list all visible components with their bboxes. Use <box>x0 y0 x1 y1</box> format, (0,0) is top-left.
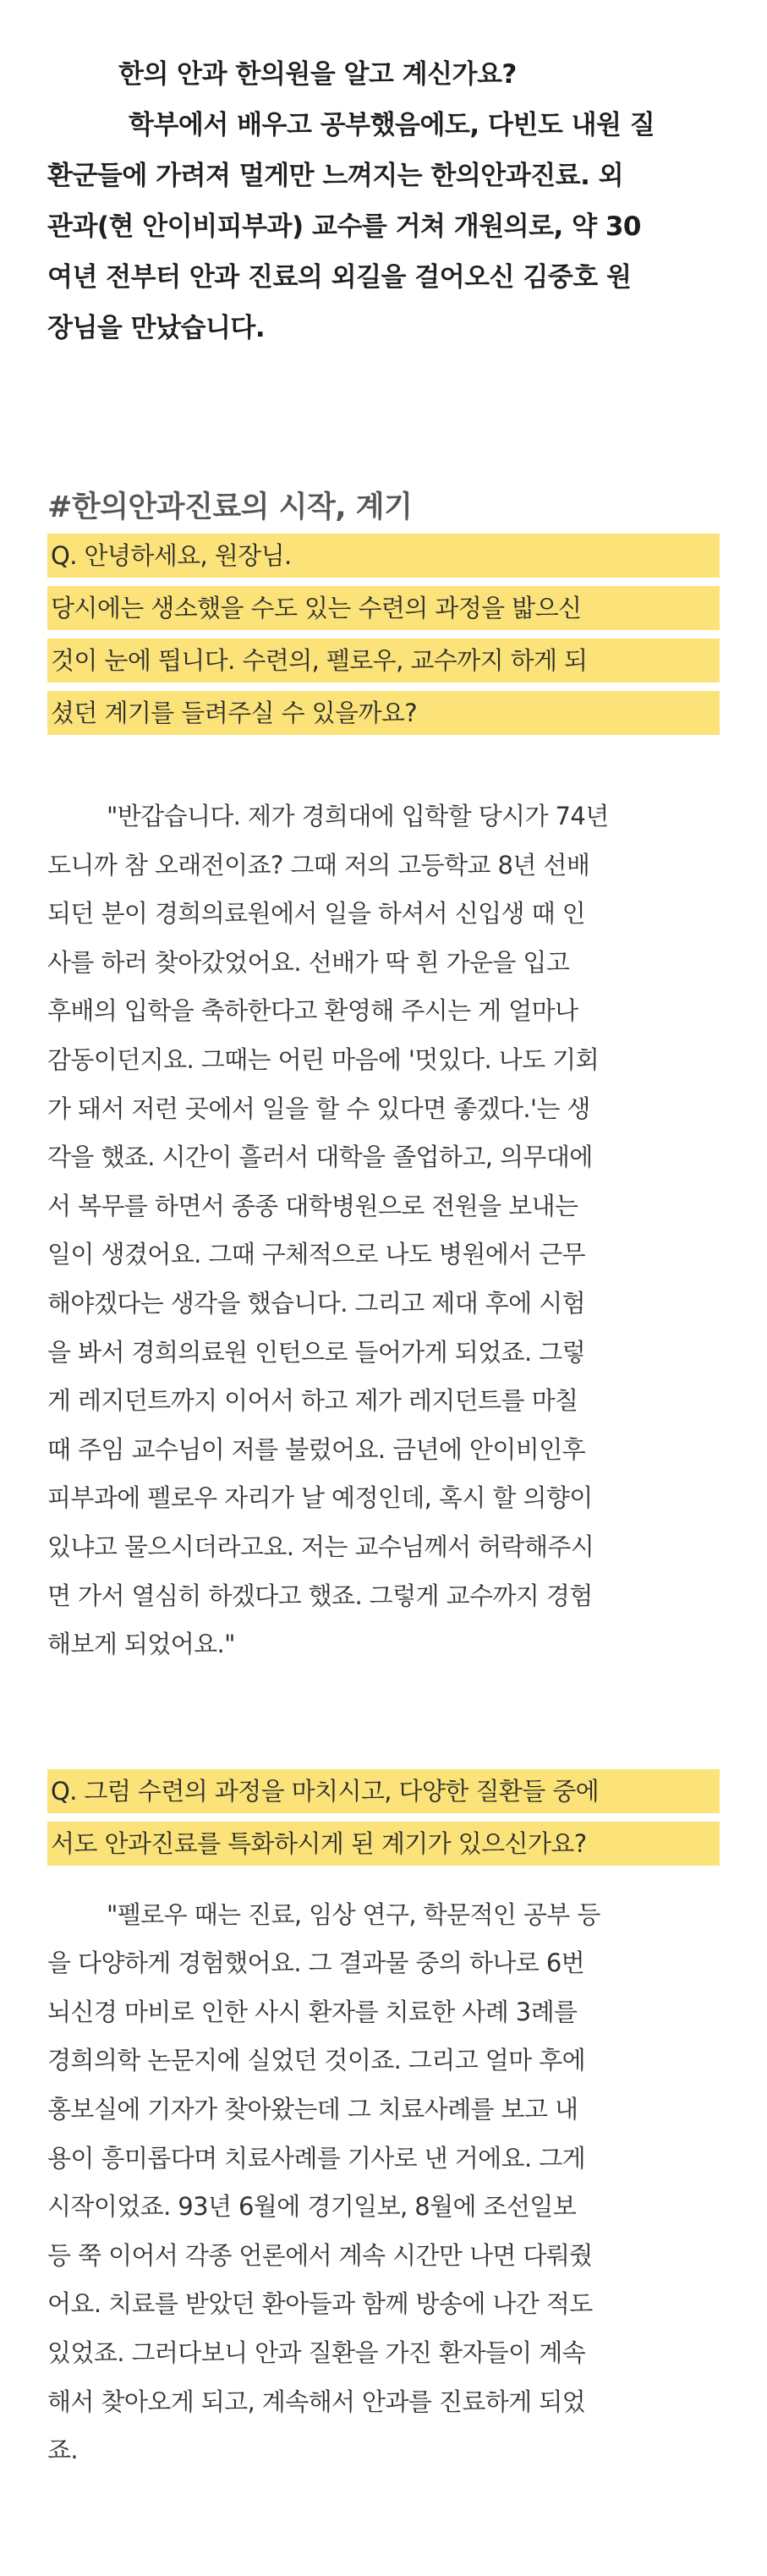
question-line: Q. 그럼 수련의 과정을 마치시고, 다양한 질환들 중에 <box>47 1769 720 1813</box>
intro-line: 장님을 만났습니다. <box>47 313 266 343</box>
answer-line: 을 봐서 경희의료원 인턴으로 들어가게 되었죠. 그렇 <box>47 1337 586 1367</box>
question-line: 서도 안과진료를 특화하시게 된 계기가 있으신가요? <box>47 1822 720 1866</box>
question-line: Q. 안녕하세요, 원장님. <box>47 534 720 578</box>
intro-line: 관과(현 안이비피부과) 교수를 거쳐 개원의로, 약 30 <box>47 211 641 242</box>
answer-line: "반갑습니다. 제가 경희대에 입학할 당시가 74년 <box>107 802 609 830</box>
answer-2 <box>47 1891 720 2475</box>
question-line: 것이 눈에 띕니다. 수련의, 펠로우, 교수까지 하게 되 <box>47 639 720 682</box>
question-line: 셨던 계기를 들려주실 수 있을까요? <box>47 691 720 735</box>
answer-line: 피부과에 펠로우 자리가 날 예정인데, 혹시 할 의향이 <box>47 1483 593 1513</box>
answer-line: 각을 했죠. 시간이 흘러서 대학을 졸업하고, 의무대에 <box>47 1143 593 1172</box>
answer-line: 홍보실에 기자가 찾아왔는데 그 치료사례를 보고 내 <box>47 2095 578 2124</box>
answer-line: 도니까 참 오래전이죠? 그때 저의 고등학교 8년 선배 <box>47 850 590 880</box>
intro-paragraph <box>47 49 720 354</box>
answer-line: 시작이었죠. 93년 6월에 경기일보, 8월에 조선일보 <box>47 2192 577 2222</box>
question-2 <box>47 1769 720 1866</box>
answer-line: 때 주임 교수님이 저를 불렀어요. 금년에 안이비인후 <box>47 1434 586 1464</box>
intro-line: 여년 전부터 안과 진료의 외길을 걸어오신 김중호 원 <box>47 262 632 293</box>
answer-line: 죠. <box>47 2436 79 2465</box>
answer-line: 게 레지던트까지 이어서 하고 제가 레지던트를 마칠 <box>47 1386 578 1416</box>
answer-line: 있냐고 물으시더라고요. 저는 교수님께서 허락해주시 <box>47 1532 594 1561</box>
answer-line: 감동이던지요. 그때는 어린 마음에 '멋있다. 나도 기회 <box>47 1044 600 1074</box>
answer-line: 있었죠. 그러다보니 안과 질환을 가진 환자들이 계속 <box>47 2338 586 2368</box>
answer-line: 가 돼서 저런 곳에서 일을 할 수 있다면 좋겠다.'는 생 <box>47 1093 590 1123</box>
answer-line: 서 복무를 하면서 종종 대학병원으로 전원을 보내는 <box>47 1191 578 1220</box>
answer-1 <box>47 792 720 1669</box>
answer-line: 일이 생겼어요. 그때 구체적으로 나도 병원에서 근무 <box>47 1240 586 1269</box>
answer-line: 뇌신경 마비로 인한 사시 환자를 치료한 사례 3례를 <box>47 1997 578 2026</box>
question-line: 당시에는 생소했을 수도 있는 수련의 과정을 밟으신 <box>47 586 720 630</box>
answer-line: 등 쭉 이어서 각종 언론에서 계속 시간만 나면 다뤄줬 <box>47 2240 593 2270</box>
answer-line: 해서 찾아오게 되고, 계속해서 안과를 진료하게 되었 <box>47 2387 586 2416</box>
answer-line: 해보게 되었어요." <box>47 1630 235 1659</box>
answer-line: 을 다양하게 경험했어요. 그 결과물 중의 하나로 6번 <box>47 1948 585 1978</box>
answer-line: 경희의학 논문지에 실었던 것이죠. 그리고 얼마 후에 <box>47 2046 586 2075</box>
answer-line: 후배의 입학을 축하한다고 환영해 주시는 게 얼마나 <box>47 996 578 1026</box>
question-1 <box>47 534 720 735</box>
answer-line: 용이 흥미롭다며 치료사례를 기사로 낸 거에요. 그게 <box>47 2143 586 2173</box>
answer-line: 해야겠다는 생각을 했습니다. 그리고 제대 후에 시험 <box>47 1288 586 1318</box>
intro-line: 환군들에 가려져 멀게만 느껴지는 한의안과진료. 외 <box>47 161 624 191</box>
intro-line: 학부에서 배우고 공부했음에도, 다빈도 내원 질 <box>129 110 655 140</box>
answer-line: 되던 분이 경희의료원에서 일을 하셔서 신입생 때 인 <box>47 899 586 929</box>
answer-line: 어요. 치료를 받았던 환아들과 함께 방송에 나간 적도 <box>47 2289 593 2319</box>
answer-line: "펠로우 때는 진료, 임상 연구, 학문적인 공부 등 <box>107 1899 600 1929</box>
answer-line: 면 가서 열심히 하겠다고 했죠. 그렇게 교수까지 경험 <box>47 1581 593 1610</box>
section-heading: #한의안과진료의 시작, 계기 <box>47 491 413 524</box>
answer-line: 사를 하러 찾아갔었어요. 선배가 딱 흰 가운을 입고 <box>47 947 570 977</box>
intro-line: 한의 안과 한의원을 알고 계신가요? <box>118 59 517 90</box>
